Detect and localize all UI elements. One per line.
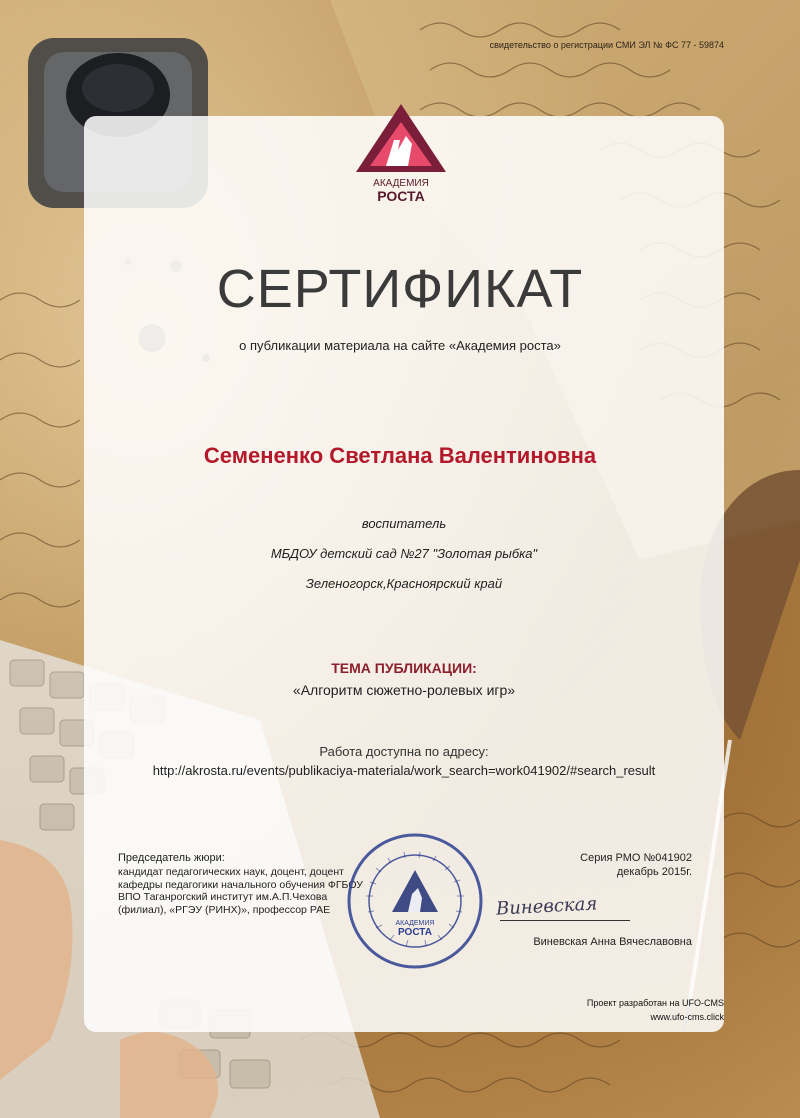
signer-name: Виневская Анна Вячеславовна [533, 936, 692, 948]
official-stamp [346, 832, 484, 970]
signature-line [500, 920, 630, 921]
logo-line2: РОСТА [377, 188, 425, 204]
jury-chair-title: Председатель жюри: [118, 852, 225, 864]
jury-chair-description: кандидат педагогических наук, доцент, доцент кафедры педагогики начального обучения ФГБОУ ВПО Таганрогский институт им.А.П.Чехова (филиал), «РГЭУ (РИНХ)», профессор РАЕ [118, 866, 363, 916]
publication-address: http://akrosta.ru/events/publikaciya-materiala/work_search=work041902/#search_result [152, 763, 656, 778]
certificate-date: декабрь 2015г. [616, 866, 692, 878]
publication-topic-label: ТЕМА ПУБЛИКАЦИИ: [331, 660, 477, 676]
publication-topic: «Алгоритм сюжетно-ролевых игр» [292, 682, 516, 698]
stamp-logo-line2: РОСТА [398, 927, 432, 938]
recipient-organization: МБДОУ детский сад №27 "Золотая рыбка" [270, 546, 538, 561]
recipient-name: Семененко Светлана Валентиновна [203, 443, 597, 468]
handwritten-signature: Виневская [495, 893, 598, 920]
academy-logo [346, 100, 456, 210]
recipient-location: Зеленогорск,Красноярский край [305, 576, 503, 591]
recipient-position: воспитатель [361, 516, 447, 531]
stamp-logo-line1: АКАДЕМИЯ [395, 920, 435, 927]
certificate-series: Серия РМО №041902 [580, 852, 692, 864]
project-website: www.ufo-cms.click [650, 1012, 724, 1022]
logo-line1: АКАДЕМИЯ [373, 178, 429, 189]
registration-info: свидетельство о регистрации СМИ ЭЛ № ФС 77 - 59874 [489, 40, 724, 50]
project-credit: Проект разработан на UFO-CMS [586, 998, 724, 1008]
publication-address-label: Работа доступна по адресу: [319, 744, 489, 759]
certificate-title: СЕРТИФИКАТ [216, 259, 584, 319]
certificate-subtitle: о публикации материала на сайте «Академия роста» [239, 338, 561, 353]
